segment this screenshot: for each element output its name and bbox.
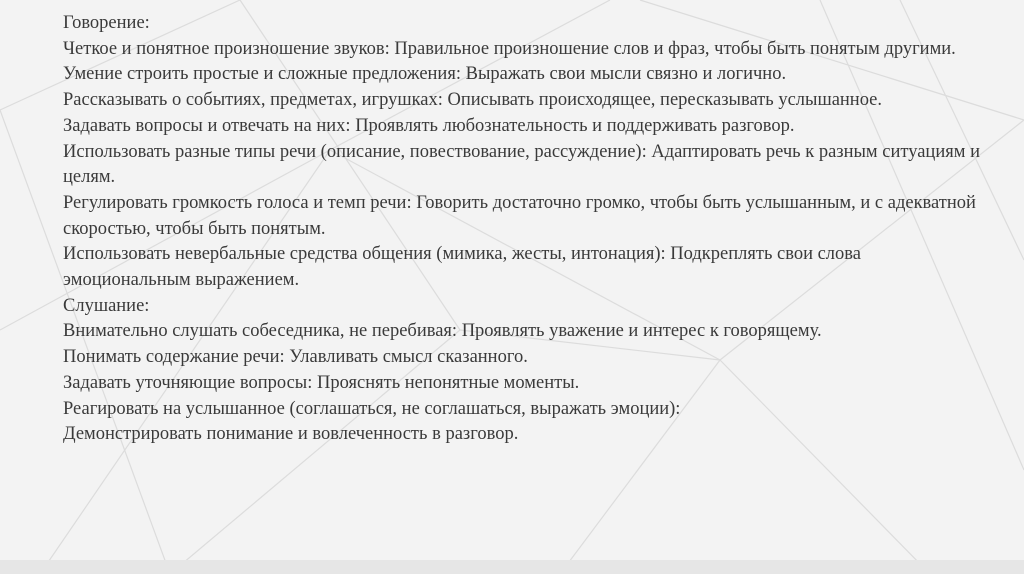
heading-speaking: Говорение: [63,13,150,33]
text-line: Понимать содержание речи: Улавливать смысл сказанного. [63,347,528,368]
text-line: Демонстрировать понимание и вовлеченность в разговор. [63,424,519,445]
text-line: Умение строить простые и сложные предложения: Выражать свои мысли связно и логично. [63,64,787,85]
bottom-bar [0,560,1024,574]
heading-listening: Слушание: [63,295,150,316]
text-line: Задавать уточняющие вопросы: Прояснять непонятные моменты. [63,372,580,393]
text-line: Задавать вопросы и отвечать на них: Проявлять любознательность и поддерживать разговор. [63,115,795,136]
text-line: Рассказывать о событиях, предметах, игрушках: Описывать происходящее, пересказывать услышанное. [63,90,883,111]
text-line: Использовать разные типы речи (описание, повествование, рассуждение): Адаптировать речь к разным ситуациям и целям. [63,141,980,188]
text-line: Внимательно слушать собеседника, не перебивая: Проявлять уважение и интерес к говорящему. [63,321,822,342]
text-line: Реагировать на услышанное (соглашаться, не соглашаться, выражать эмоции): [63,398,681,419]
text-line: Регулировать громкость голоса и темп речи: Говорить достаточно громко, чтобы быть услышанным, и с адекватной скоростью, чтобы быть понятым. [63,192,976,239]
text-line: Четкое и понятное произношение звуков: Правильное произношение слов и фраз, чтобы быть понятым другими. [63,38,956,59]
slide-text [63,11,983,448]
text-line: Использовать невербальные средства общения (мимика, жесты, интонация): Подкреплять свои слова эмоциональным выражением. [63,244,861,291]
